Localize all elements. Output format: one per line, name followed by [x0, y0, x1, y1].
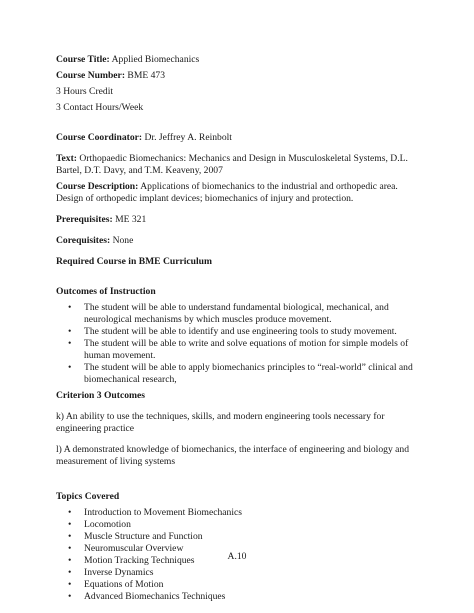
topics-heading: Topics Covered	[56, 491, 120, 502]
criterion-k: k) An ability to use the techniques, skills, and modern engineering tools necessary for engineering practice	[56, 411, 385, 434]
list-item: • Neuromuscular Overview	[84, 543, 416, 555]
course-text	[56, 153, 416, 177]
coordinator-value: Dr. Jeffrey A. Reinbolt	[142, 132, 232, 143]
list-item: • Introduction to Movement Biomechanics	[84, 507, 416, 519]
course-title-value: Applied Biomechanics	[109, 54, 200, 65]
outcomes-heading: Outcomes of Instruction	[56, 286, 156, 297]
list-item: • Advanced Biomechanics Techniques	[84, 591, 416, 603]
list-item: • The student will be able to write and solve equations of motion for simple models of human movement.	[84, 338, 416, 362]
document-page	[56, 54, 416, 603]
list-item: • The student will be able to understand fundamental biological, mechanical, and neurological mechanisms by which muscles produce movement.	[84, 302, 416, 326]
course-title	[56, 54, 416, 66]
course-number-label: Course Number:	[56, 70, 126, 81]
list-item: • Locomotion	[84, 519, 416, 531]
corequisites-label: Corequisites:	[56, 235, 111, 246]
description-value: Applications of biomechanics to the industrial and orthopedic area. Design of orthopedic implant devices; biomechanics of injury and protection.	[56, 181, 398, 204]
list-item: • Muscle Structure and Function	[84, 531, 416, 543]
coordinator-label: Course Coordinator:	[56, 132, 143, 143]
list-item: • The student will be able to apply biomechanics principles to “real-world” clinical and biomechanical research,	[84, 362, 416, 386]
outcomes-list	[56, 302, 416, 386]
list-item: • Motion Tracking Techniques	[84, 555, 416, 567]
course-number-value: BME 473	[125, 70, 165, 81]
page-number: A.10	[227, 551, 247, 562]
list-item: • The student will be able to identify and use engineering tools to study movement.	[84, 326, 416, 338]
criterion-heading: Criterion 3 Outcomes	[56, 390, 145, 401]
course-title-label: Course Title:	[56, 54, 110, 65]
criterion-l: l) A demonstrated knowledge of biomechanics, the interface of engineering and biology and measurement of living systems	[56, 444, 409, 467]
required-course: Required Course in BME Curriculum	[56, 256, 212, 267]
course-credit: 3 Hours Credit	[56, 86, 114, 97]
text-label: Text:	[56, 153, 77, 164]
description-label: Course Description:	[56, 181, 139, 192]
list-item: • Equations of Motion	[84, 579, 416, 591]
list-item: • Inverse Dynamics	[84, 567, 416, 579]
course-description	[56, 181, 416, 205]
prerequisites-label: Prerequisites:	[56, 214, 113, 225]
corequisites	[56, 235, 416, 247]
course-number	[56, 70, 416, 82]
prerequisites-value: ME 321	[112, 214, 147, 225]
prerequisites	[56, 214, 416, 226]
text-value: Orthopaedic Biomechanics: Mechanics and Design in Musculoskeletal Systems, D.L. Bartel, D.T. Davy, and T.M. Keaveny, 2007	[56, 153, 408, 176]
contact-hours: 3 Contact Hours/Week	[56, 102, 144, 113]
corequisites-value: None	[110, 235, 134, 246]
course-coordinator	[56, 132, 416, 144]
